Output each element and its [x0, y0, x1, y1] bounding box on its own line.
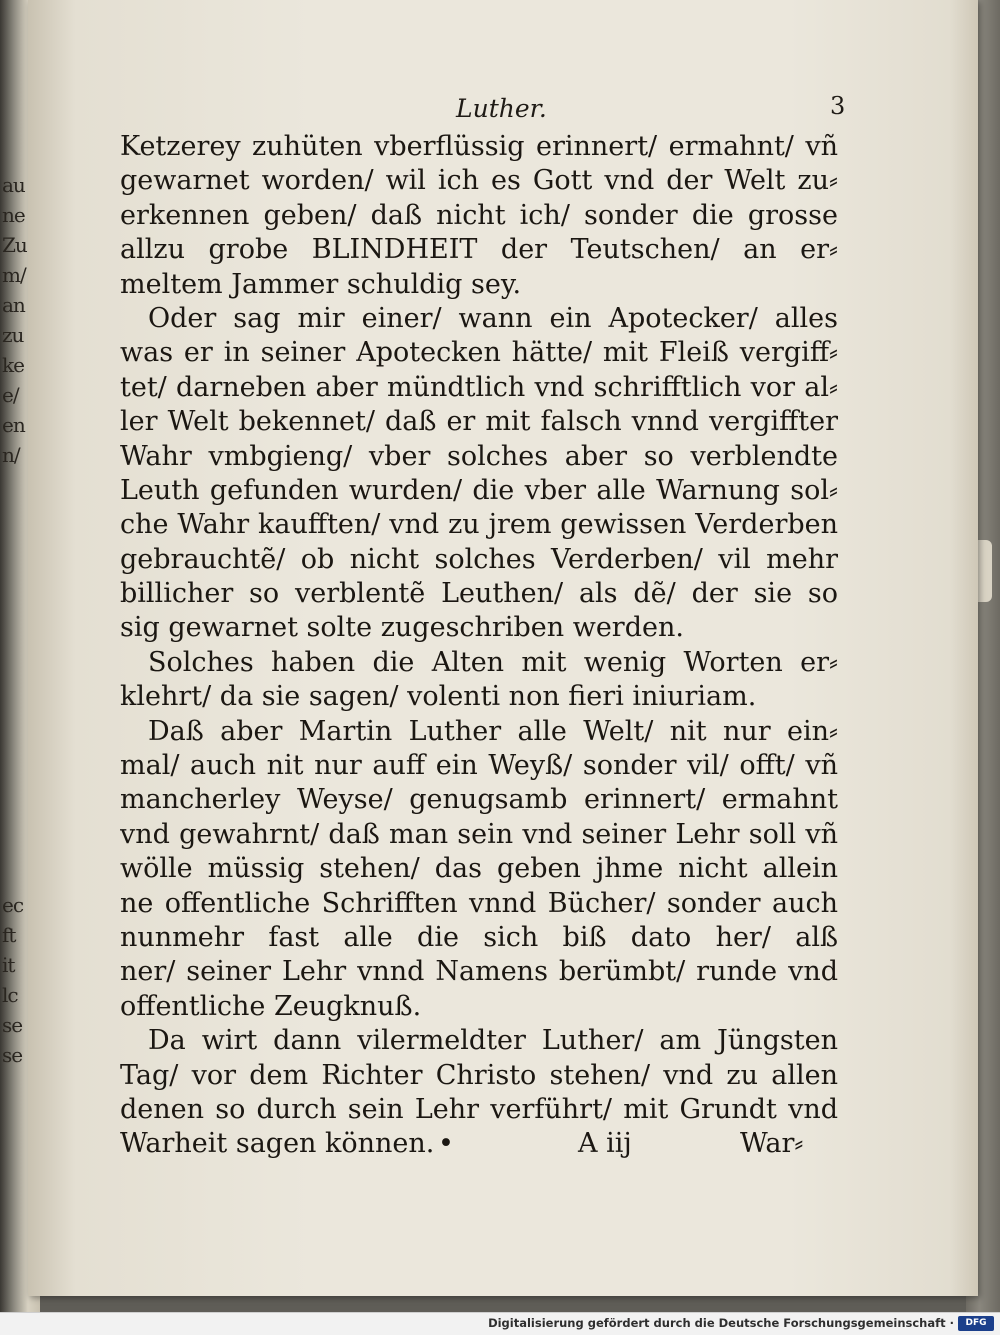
- text-line: Tag/ vor dem Richter Christo stehen/ vnd zu allen: [120, 1059, 838, 1091]
- signature-mark: A iij: [578, 1128, 632, 1160]
- text-line: sig gewarnet solte zugeschriben werden.: [120, 612, 684, 644]
- text-line: Daß aber Martin Luther alle Welt/ nit nur ein⸗: [148, 715, 838, 747]
- text-line: Ketzerey zuhüten vberflüssig erinnert/ ermahnt/ vñ: [120, 131, 838, 162]
- text-line: Solches haben die Alten mit wenig Worten er⸗: [148, 646, 838, 678]
- catchword: War⸗: [740, 1128, 804, 1160]
- text-line: che Wahr kaufften/ vnd zu jrem gewissen Verderben: [120, 509, 838, 541]
- text-line: Leuth gefunden wurden/ die vber alle Warnung sol⸗: [120, 474, 838, 506]
- page-number: 3: [830, 92, 846, 120]
- text-line: ner/ seiner Lehr vnnd Namens berümbt/ runde vnd: [120, 956, 838, 988]
- book-page: [28, 0, 978, 1296]
- text-line: erkennen geben/ daß nicht ich/ sonder die grosse: [120, 199, 838, 231]
- text-line: meltem Jammer schuldig sey.: [120, 268, 522, 300]
- last-text-line: [120, 1127, 838, 1161]
- text-line: ne offentliche Schrifften vnnd Bücher/ sonder auch: [120, 887, 838, 919]
- text-line: tet/ darneben aber mündtlich vnd schrifftlich vor al⸗: [120, 371, 838, 403]
- funding-credit-text: Digitalisierung gefördert durch die Deutsche Forschungsgemeinschaft ·: [488, 1316, 954, 1330]
- text-line: gebrauchtẽ/ ob nicht solches Verderben/ vil mehr: [120, 543, 838, 575]
- running-head: Luther.: [456, 94, 547, 123]
- text-line: nunmehr fast alle die sich biß dato her/ alß: [120, 921, 838, 953]
- funding-credit-bar: [0, 1312, 1000, 1335]
- text-line: billicher so verblentẽ Leuthen/ als dẽ/ der sie so: [120, 578, 838, 610]
- text-line: offentliche Zeugknuß.: [120, 990, 422, 1022]
- text-line: mal/ auch nit nur auff ein Weyß/ sonder vil/ offt/ vñ: [120, 750, 838, 782]
- text-line: allzu grobe BLINDHEIT der Teutschen/ an er⸗: [120, 234, 838, 266]
- text-line: Da wirt dann vilermeldter Luther/ am Jüngsten: [148, 1025, 838, 1057]
- signature-dot: •: [438, 1128, 454, 1160]
- text-line: Wahr vmbgieng/ vber solches aber so verblendte: [120, 440, 838, 472]
- text-line: gewarnet worden/ wil ich es Gott vnd der Welt zu⸗: [120, 165, 838, 197]
- final-line-text: Warheit sagen können.: [120, 1128, 435, 1160]
- text-line: klehrt/ da sie sagen/ volenti non fieri iniuriam.: [120, 681, 757, 713]
- text-line: mancherley Weyse/ genugsamb erinnert/ ermahnt: [120, 784, 838, 816]
- text-line: vnd gewahrnt/ daß man sein vnd seiner Lehr soll vñ: [120, 818, 838, 850]
- text-line: ler Welt bekennet/ daß er mit falsch vnnd vergiffter: [120, 406, 838, 438]
- dfg-logo-text: DFG: [965, 1318, 987, 1328]
- text-line: denen so durch sein Lehr verführt/ mit Grundt vnd: [120, 1093, 838, 1125]
- page-body-text: [120, 130, 838, 1162]
- page-header: [28, 94, 978, 134]
- text-line: Oder sag mir einer/ wann ein Apotecker/ alles: [148, 302, 838, 334]
- facing-page-text-fragments: au ne Zu m/ an zu ke e/ en n/ ec ft it lc se se: [2, 173, 27, 1067]
- text-line: wölle müssig stehen/ das geben jhme nicht allein: [120, 853, 838, 885]
- text-line: was er in seiner Apotecken hätte/ mit Fleiß vergiff⸗: [120, 337, 838, 369]
